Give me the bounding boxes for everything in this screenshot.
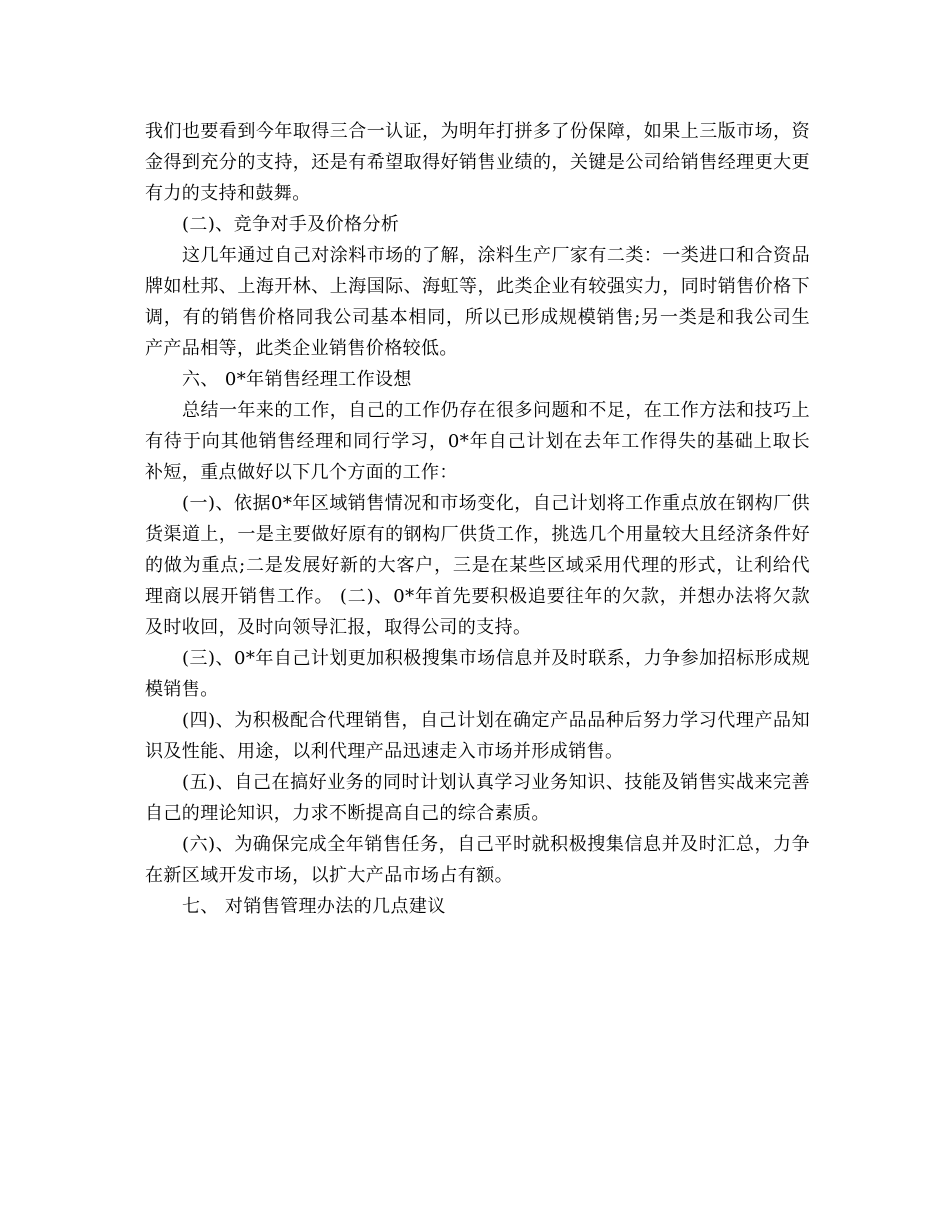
heading-competitor-analysis: (二)、竞争对手及价格分析	[182, 214, 400, 235]
paragraph-plan-six: (六)、为确保完成全年销售任务，自己平时就积极搜集信息并及时汇总，力争在新区域开发市场，以扩大产品市场占有额。	[145, 834, 810, 886]
paragraph-plan-four: (四)、为积极配合代理销售，自己计划在确定产品品种后努力学习代理产品知识及性能、用途，以利代理产品迅速走入市场并形成销售。	[145, 710, 810, 762]
paragraph-competitor-details: 这几年通过自己对涂料市场的了解，涂料生产厂家有二类：一类进口和合资品牌如杜邦、上海开林、上海国际、海虹等，此类企业有较强实力，同时销售价格下调，有的销售价格同我公司基本相同，所以已形成规模销售;另一类是和我公司生产产品相等，此类企业销售价格较低。	[145, 245, 810, 359]
paragraph-plan-one-two: (一)、依据0*年区域销售情况和市场变化，自己计划将工作重点放在钢构厂供货渠道上，一是主要做好原有的钢构厂供货工作，挑选几个用量较大且经济条件好的做为重点;二是发展好新的大客户，三是在某些区域采用代理的形式，让利给代理商以展开销售工作。 (二)、0*年首先要积极追要往年的欠款，并想办法将欠款及时收回，及时向领导汇报，取得公司的支持。	[145, 493, 810, 638]
paragraph-summary: 总结一年来的工作，自己的工作仍存在很多问题和不足，在工作方法和技巧上有待于向其他销售经理和同行学习，0*年自己计划在去年工作得失的基础上取长补短，重点做好以下几个方面的工作：	[145, 400, 810, 483]
paragraph-plan-five: (五)、自己在搞好业务的同时计划认真学习业务知识、技能及销售实战来完善自己的理论知识，力求不断提高自己的综合素质。	[145, 772, 810, 824]
heading-section-six: 六、 0*年销售经理工作设想	[182, 369, 412, 390]
paragraph-support-outlook: 我们也要看到今年取得三合一认证，为明年打拼多了份保障，如果上三版市场，资金得到充分的支持，还是有希望取得好销售业绩的，关键是公司给销售经理更大更有力的支持和鼓舞。	[145, 121, 810, 204]
document-body	[145, 116, 810, 922]
paragraph-plan-three: (三)、0*年自己计划更加积极搜集市场信息并及时联系，力争参加招标形成规模销售。	[145, 648, 810, 700]
heading-section-seven: 七、 对销售管理办法的几点建议	[182, 896, 446, 917]
